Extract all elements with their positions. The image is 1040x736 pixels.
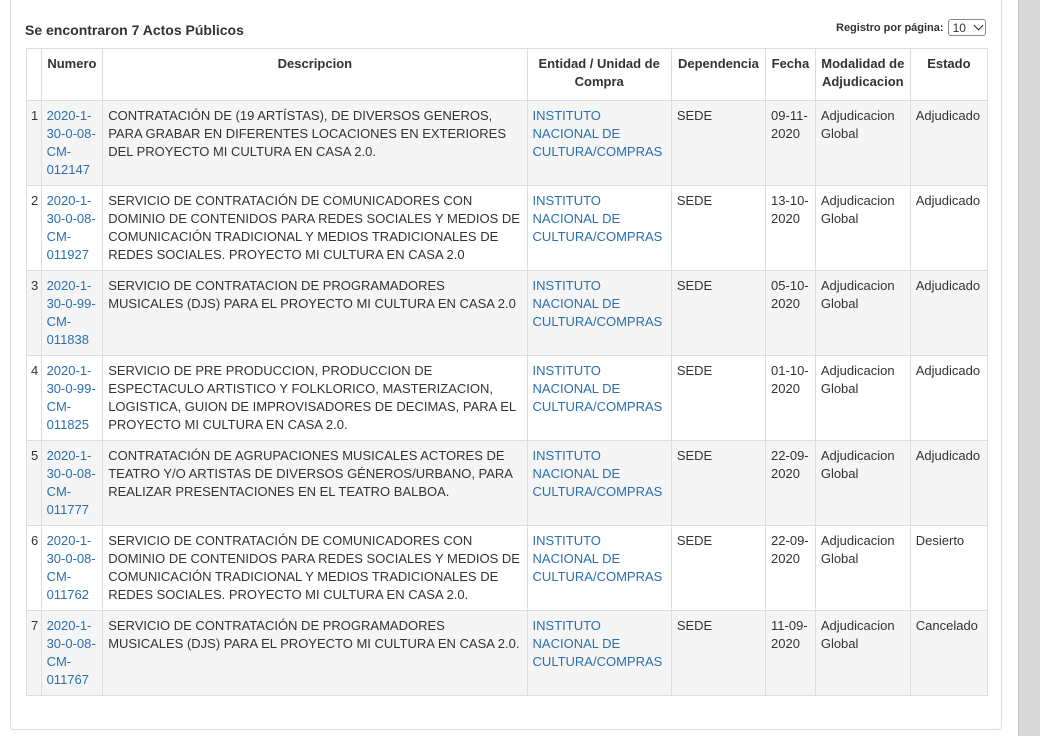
- row-fecha: 22-09-2020: [766, 526, 816, 611]
- row-estado: Adjudicado: [910, 441, 987, 526]
- entidad-link[interactable]: INSTITUTO NACIONAL DE CULTURA/COMPRAS: [532, 533, 663, 584]
- row-estado: Adjudicado: [910, 271, 987, 356]
- row-fecha: 13-10-2020: [766, 186, 816, 271]
- results-table: [26, 48, 988, 696]
- header-index: [27, 49, 42, 101]
- row-estado: Cancelado: [910, 611, 987, 696]
- row-dependencia: SEDE: [671, 356, 765, 441]
- header-dependencia: Dependencia: [671, 49, 765, 101]
- row-index: 3: [27, 271, 42, 356]
- acto-numero-link[interactable]: 2020-1-30-0-08-CM-011777: [46, 448, 96, 517]
- table-row: [27, 271, 988, 356]
- header-modalidad: Modalidad de Adjudicacion: [815, 49, 910, 101]
- row-index: 2: [27, 186, 42, 271]
- row-index: 6: [27, 526, 42, 611]
- row-modalidad: Adjudicacion Global: [815, 441, 910, 526]
- row-descripcion: CONTRATACIÓN DE (19 ARTÍSTAS), DE DIVERSOS GENEROS, PARA GRABAR EN DIFERENTES LOCACIONES EN EXTERIORES DEL PROYECTO MI CULTURA EN CASA 2.0.: [103, 101, 527, 186]
- row-fecha: 05-10-2020: [766, 271, 816, 356]
- row-dependencia: SEDE: [671, 526, 765, 611]
- row-fecha: 22-09-2020: [766, 441, 816, 526]
- table-row: [27, 611, 988, 696]
- header-entidad: Entidad / Unidad de Compra: [527, 49, 671, 101]
- row-fecha: 09-11-2020: [766, 101, 816, 186]
- acto-numero-link[interactable]: 2020-1-30-0-08-CM-011927: [46, 193, 96, 262]
- row-modalidad: Adjudicacion Global: [815, 611, 910, 696]
- row-dependencia: SEDE: [671, 441, 765, 526]
- page-scrollbar-gutter[interactable]: [1018, 0, 1040, 736]
- row-descripcion: SERVICIO DE CONTRATACION DE PROGRAMADORES MUSICALES (DJS) PARA EL PROYECTO MI CULTURA EN CASA 2.0: [103, 271, 527, 356]
- acto-numero-link[interactable]: 2020-1-30-0-08-CM-011762: [46, 533, 96, 602]
- table-row: [27, 526, 988, 611]
- row-estado: Desierto: [910, 526, 987, 611]
- acto-numero-link[interactable]: 2020-1-30-0-99-CM-011838: [46, 278, 96, 347]
- page-size-control: [836, 19, 986, 36]
- row-dependencia: SEDE: [671, 271, 765, 356]
- row-estado: Adjudicado: [910, 356, 987, 441]
- row-descripcion: SERVICIO DE CONTRATACIÓN DE COMUNICADORES CON DOMINIO DE CONTENIDOS PARA REDES SOCIALES Y MEDIOS DE COMUNICACIÓN TRADICIONAL Y MEDIOS TRADICIONALES DE REDES SOCIALES. PROYECTO MI CULTURA EN CASA 2.0.: [103, 526, 527, 611]
- row-descripcion: SERVICIO DE CONTRATACIÓN DE COMUNICADORES CON DOMINIO DE CONTENIDOS PARA REDES SOCIALES Y MEDIOS DE COMUNICACIÓN TRADICIONAL Y MEDIOS TRADICIONALES DE REDES SOCIALES. PROYECTO MI CULTURA EN CASA 2.0: [103, 186, 527, 271]
- row-dependencia: SEDE: [671, 101, 765, 186]
- header-descripcion: Descripcion: [103, 49, 527, 101]
- row-modalidad: Adjudicacion Global: [815, 186, 910, 271]
- row-modalidad: Adjudicacion Global: [815, 526, 910, 611]
- table-row: [27, 186, 988, 271]
- header-fecha: Fecha: [766, 49, 816, 101]
- table-row: [27, 101, 988, 186]
- row-index: 5: [27, 441, 42, 526]
- row-index: 7: [27, 611, 42, 696]
- row-fecha: 11-09-2020: [766, 611, 816, 696]
- row-descripcion: SERVICIO DE CONTRATACIÓN DE PROGRAMADORES MUSICALES (DJS) PARA EL PROYECTO MI CULTURA EN CASA 2.0.: [103, 611, 527, 696]
- table-row: [27, 356, 988, 441]
- table-row: [27, 441, 988, 526]
- page-size-value: 10: [952, 20, 966, 35]
- header-estado: Estado: [910, 49, 987, 101]
- entidad-link[interactable]: INSTITUTO NACIONAL DE CULTURA/COMPRAS: [532, 278, 663, 329]
- row-modalidad: Adjudicacion Global: [815, 101, 910, 186]
- row-dependencia: SEDE: [671, 611, 765, 696]
- row-dependencia: SEDE: [671, 186, 765, 271]
- row-modalidad: Adjudicacion Global: [815, 271, 910, 356]
- table-header-row: [27, 49, 988, 101]
- entidad-link[interactable]: INSTITUTO NACIONAL DE CULTURA/COMPRAS: [532, 193, 663, 244]
- row-index: 4: [27, 356, 42, 441]
- row-descripcion: CONTRATACIÓN DE AGRUPACIONES MUSICALES ACTORES DE TEATRO Y/O ARTISTAS DE DIVERSOS GÉNEROS/URBANO, PARA REALIZAR PRESENTACIONES EN EL TEATRO BALBOA.: [103, 441, 527, 526]
- entidad-link[interactable]: INSTITUTO NACIONAL DE CULTURA/COMPRAS: [532, 618, 663, 669]
- row-descripcion: SERVICIO DE PRE PRODUCCION, PRODUCCION DE ESPECTACULO ARTISTICO Y FOLKLORICO, MASTERIZACION, LOGISTICA, GUION DE IMPROVISADORES DE DECIMAS, PARA EL PROYECTO MI CULTURA EN CASA 2.0.: [103, 356, 527, 441]
- page-size-select[interactable]: [948, 19, 986, 36]
- row-estado: Adjudicado: [910, 101, 987, 186]
- page-size-label: Registro por página:: [836, 21, 944, 34]
- acto-numero-link[interactable]: 2020-1-30-0-08-CM-011767: [46, 618, 96, 687]
- results-count-title: Se encontraron 7 Actos Públicos: [25, 22, 244, 38]
- entidad-link[interactable]: INSTITUTO NACIONAL DE CULTURA/COMPRAS: [532, 448, 663, 499]
- row-estado: Adjudicado: [910, 186, 987, 271]
- acto-numero-link[interactable]: 2020-1-30-0-08-CM-012147: [46, 108, 96, 177]
- header-numero: Numero: [41, 49, 103, 101]
- chevron-down-icon: [973, 21, 983, 31]
- entidad-link[interactable]: INSTITUTO NACIONAL DE CULTURA/COMPRAS: [532, 108, 663, 159]
- entidad-link[interactable]: INSTITUTO NACIONAL DE CULTURA/COMPRAS: [532, 363, 663, 414]
- acto-numero-link[interactable]: 2020-1-30-0-99-CM-011825: [46, 363, 96, 432]
- row-modalidad: Adjudicacion Global: [815, 356, 910, 441]
- row-index: 1: [27, 101, 42, 186]
- row-fecha: 01-10-2020: [766, 356, 816, 441]
